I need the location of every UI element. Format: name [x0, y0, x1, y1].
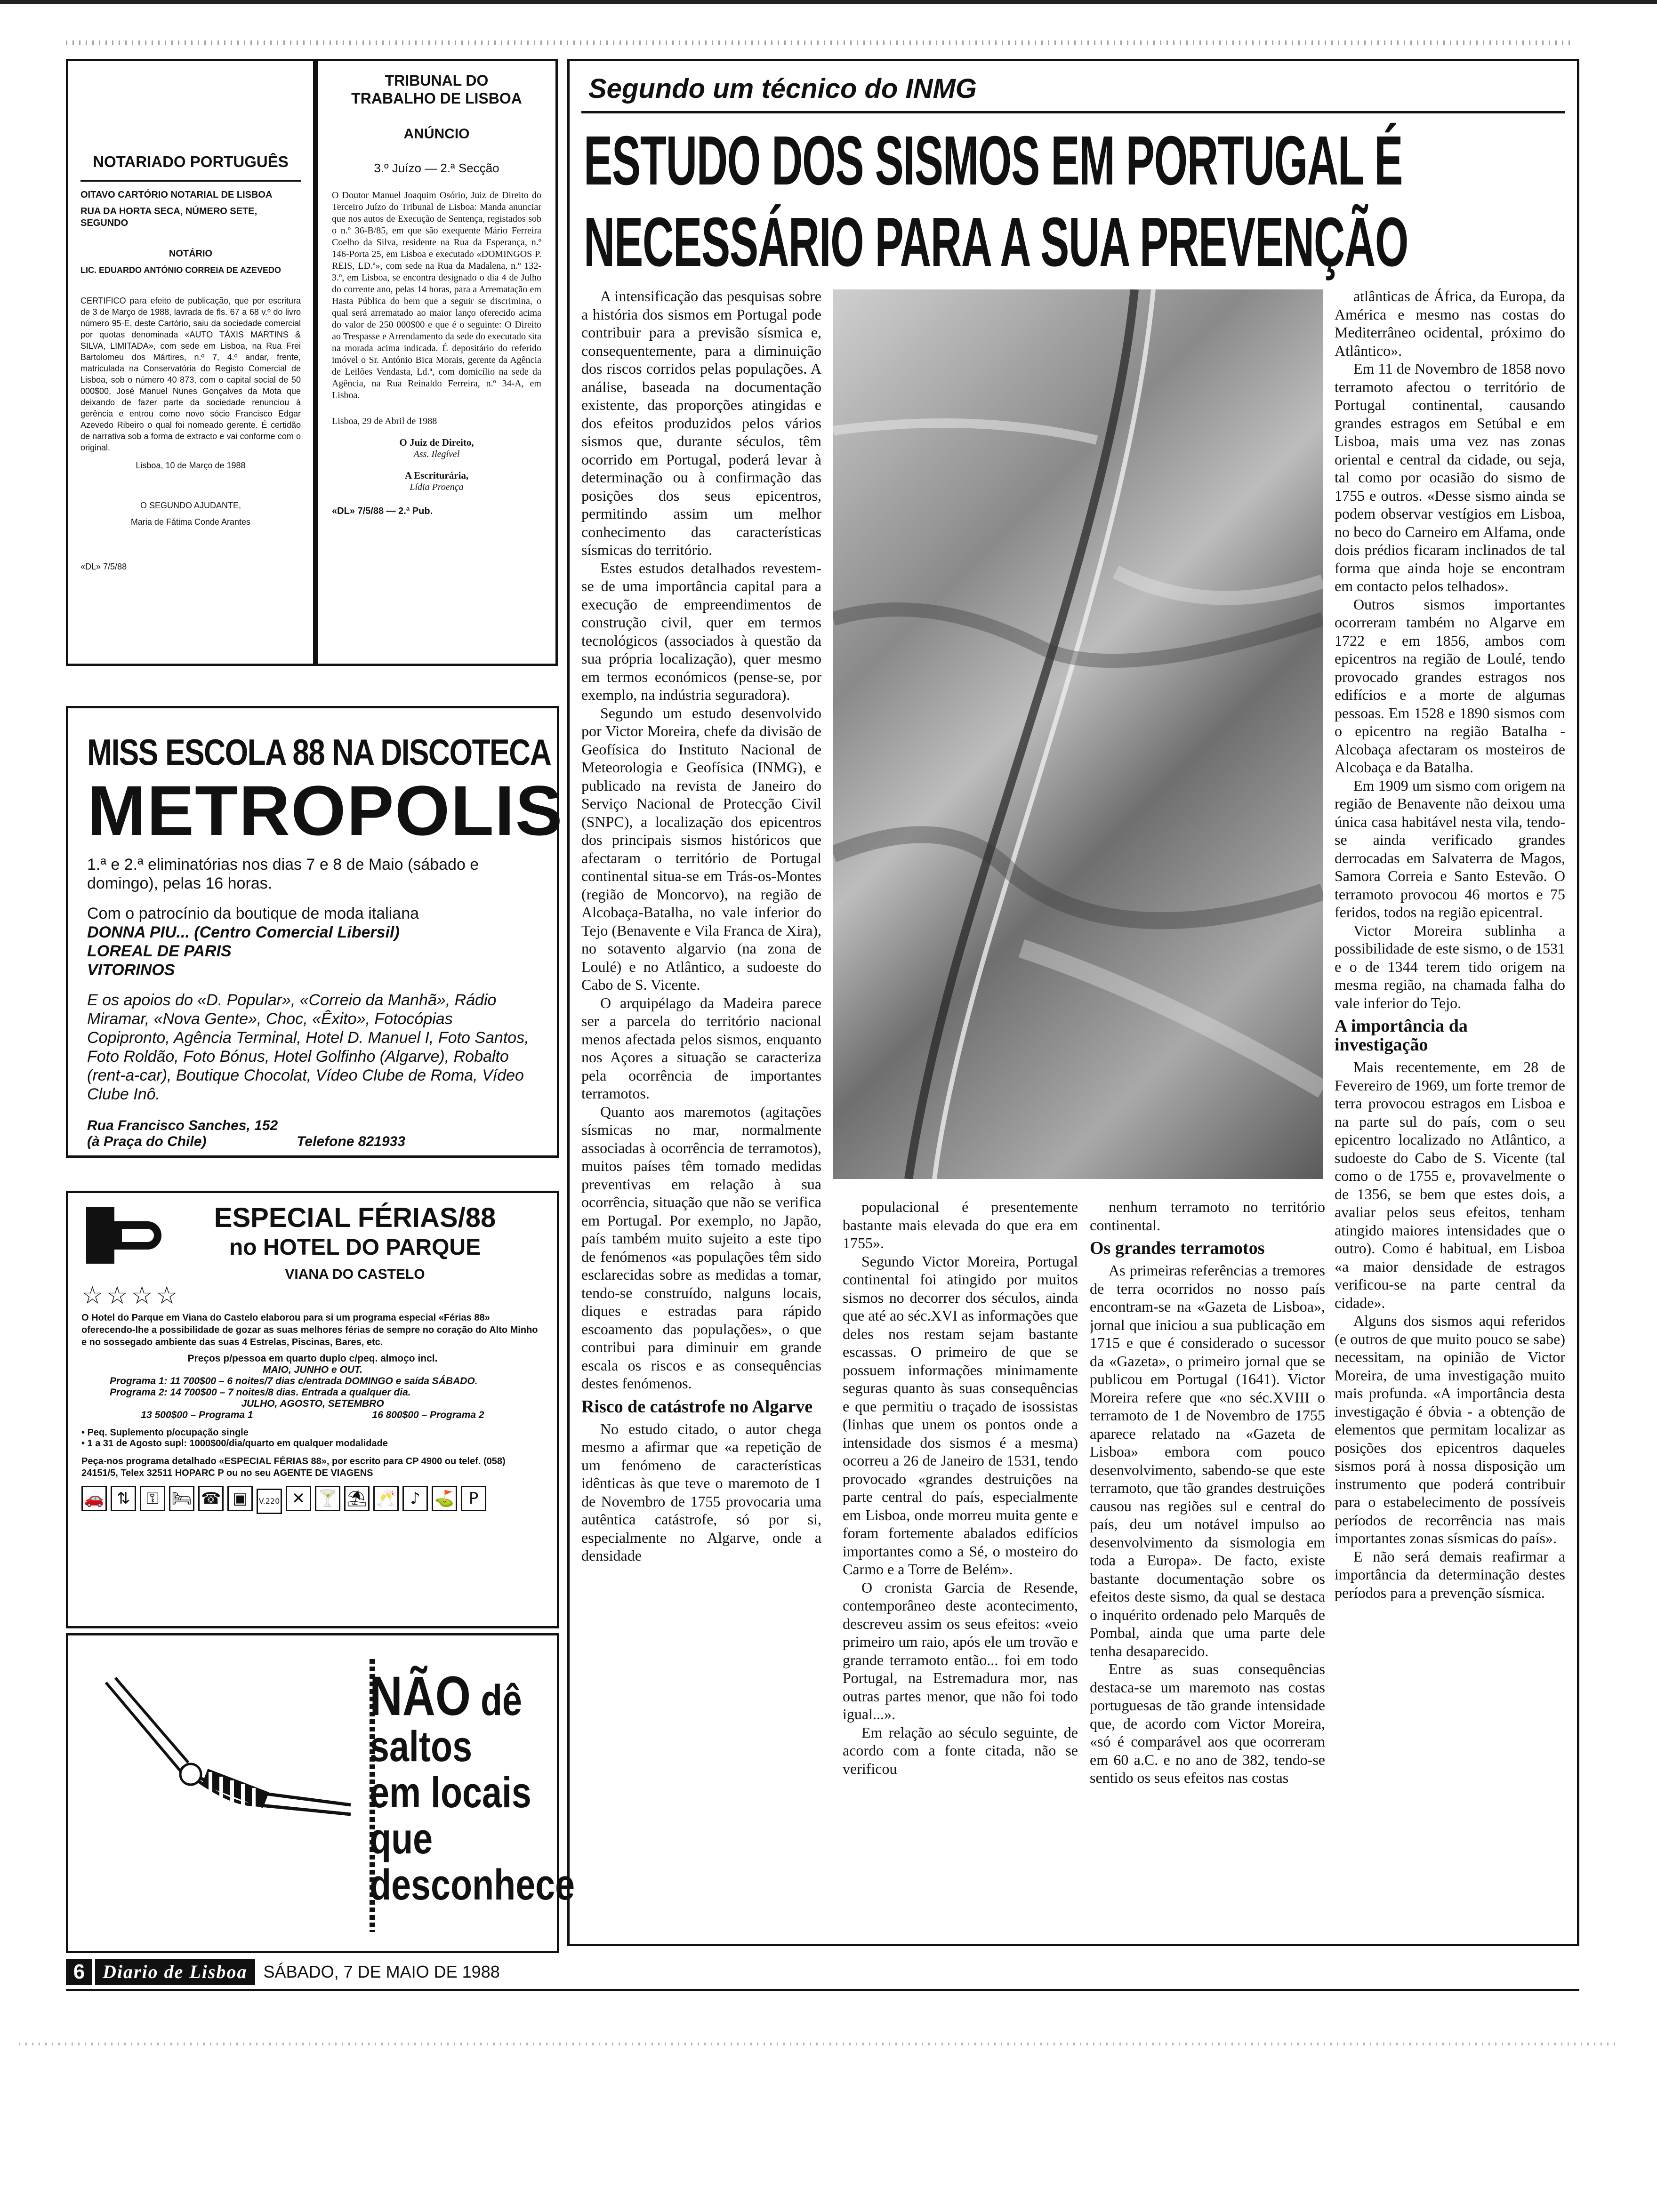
tribunal-section: 3.º Juízo — 2.ª Secção [374, 161, 499, 175]
article-paragraph: Segundo Victor Moreira, Portugal continental foi atingido por muitos sismos no decorrer dos séculos, ainda que até ao séc.XVI as informações que deles nos restam sejam bastante escassas. O primeiro de que se possuem informações minimamente seguras quanto às suas consequências e que permitiu o traçado de isossistas (linhas que unem os pontos onde a intensidade dos sismos é a mesma) ocorreu a 26 de Janeiro de 1531, tendo provocado «grandes destruições na parte central do país, especialmente em Lisboa, onde morreu muita gente e foram fortemente abalados edifícios importantes como a Sé, o mosteiro do Carmo e a Torre de Belém». [843, 1252, 1078, 1578]
article-paragraph: Mais recentemente, em 28 de Fevereiro de 1969, um forte tremor de terra provocou estragos em Lisboa e na parte sul do país, com o seu epicentro localizado no Atlântico, a sudoeste do Cabo de S. Vicente (tal como o de 1755 e, provavelmente o de 1356, se bem que estes dois, a avaliar pelos seus efeitos, tenham atingido maiores intensidades que o outro). Como é habitual, em Lisboa «a maior densidade de estragos verificou-se na parte central da cidade». [1335, 1058, 1565, 1311]
col-3b-paragraphs [1090, 1261, 1325, 1787]
safety-line-2: saltos [370, 1723, 473, 1771]
miss-address: Rua Francisco Sanches, 152 [87, 1118, 278, 1133]
article-paragraph: Entre as suas consequências destaca-se um maremoto nas costas portuguesas de tão grande intensidade que, de acordo com Victor Moreira, «só é comparável aos que ocorreram em 60 a.C. e no ano de 382, tendo-se sentido os seus efeitos nas costas [1090, 1660, 1325, 1786]
hotel-subheadline: no HOTEL DO PARQUE [229, 1235, 481, 1260]
notary-role: NOTÁRIO [169, 248, 213, 259]
headline-line-1: ESTUDO DOS SISMOS EM PORTUGAL É [584, 122, 1403, 200]
miss-dates: 1.ª e 2.ª eliminatórias nos dias 7 e 8 de Maio (sábado e domingo), pelas 16 horas. [87, 856, 479, 892]
article-paragraph: Estes estudos detalhados revestem-se de uma importância capital para a execução de empreendimentos de construção civil, quer em termos tecnológicos (associados à questão da sua própria localização), quer mesmo em termos económicos (pense-se, por exemplo, na indústria seguradora). [581, 559, 821, 703]
hotel-months-2: JULHO, AGOSTO, SETEMBRO [241, 1398, 384, 1409]
article-paragraph: populacional é presentemente bastante mais elevada do que era em 1755». [843, 1198, 1078, 1251]
miss-support: E os apoios do «D. Popular», «Correio da Manhã», Rádio Miramar, «Nova Gente», Choc, «Êxito», Fotocópias Copipronto, Agência Terminal, Hotel D. Manuel I, Foto Santos, Foto Roldão, Foto Bónus, Hotel Golfinho (Algarve), Robalto (rent-a-car), Boutique Chocolat, Vídeo Clube de Roma, Vídeo Clube Inô. [87, 991, 529, 1103]
diver-illustration [87, 1664, 370, 1843]
parking-icon: P [461, 1486, 486, 1511]
pool-icon: ⛱ [344, 1486, 370, 1511]
miss-phone: Telefone 821933 [297, 1134, 405, 1149]
fault-aerial-photo [833, 289, 1323, 1179]
notary-ref: «DL» 7/5/88 [80, 562, 127, 571]
hotel-prices [81, 1410, 544, 1421]
article-paragraph: E não será demais reafirmar a importância da determinação destes períodos para a prevenção sísmica. [1335, 1547, 1565, 1601]
miss-address-2: (à Praça do Chile) [87, 1134, 207, 1149]
tv-icon: ▣ [227, 1486, 253, 1511]
article-paragraph: Em 11 de Novembro de 1858 novo terramoto afectou o território de Portugal continental, causando grandes estragos em Setúbal e em Lisboa, mais uma vez nas zonas oriental e central da cidade, ou seja, tal como por ocasião do sismo de 1755 e outros. «Desse sismo ainda se podem observar vestígios em Lisboa, no beco do Carneiro em Alfama, onde dois prédios ficaram inclinados de tal forma que ainda hoje se encontram em contacto pelos telhados». [1335, 360, 1565, 594]
music-icon: ♪ [402, 1486, 428, 1511]
diving-safety-ad [66, 1633, 575, 1953]
masthead: Diario de Lisboa [95, 1959, 255, 1985]
bed-icon: 🛏 [169, 1486, 194, 1511]
safety-line-5: desconhece [370, 1861, 575, 1909]
bar-icon: 🍸 [315, 1486, 340, 1511]
hotel-city: VIANA DO CASTELO [285, 1266, 425, 1282]
notary-address: RUA DA HORTA SECA, NÚMERO SETE, SEGUNDO [80, 206, 257, 228]
hotel-logo [81, 1202, 166, 1268]
article-paragraph: Segundo um estudo desenvolvido por Victor Moreira, chefe da divisão de Geofísica do Instituto Nacional de Meteorologia e Geofísica (INMG), e publicado na revista de Janeiro do Serviço Nacional de Protecção Civil (SNPC), a localização dos epicentros dos principais sismos históricos que afectaram o território de Portugal continental situa-se em Trás-os-Montes (região de Moncorvo), na região de Alcobaça-Batalha, no vale inferior do Tejo (Benavente e Vila Franca de Xira), no sotavento algarvio (na zona de Loulé) e no Atlântico, a sudoeste do Cabo de S. Vicente. [581, 704, 821, 993]
article-paragraph: atlânticas de África, da Europa, da América e mesmo nas costas do Mediterrâneo ocidental, próximo do Atlântico». [1335, 288, 1565, 359]
page-number: 6 [66, 1959, 92, 1985]
miss-headline: MISS ESCOLA 88 NA DISCOTECA [87, 731, 551, 773]
miss-venue: METROPOLIS [87, 771, 563, 850]
article-col-1 [581, 287, 821, 1934]
miss-sponsor-intro: Com o patrocínio da boutique de moda italiana [87, 905, 419, 922]
tribunal-clerk-role: A Escriturária, [404, 470, 469, 481]
notary-title: NOTARIADO PORTUGUÊS [93, 153, 289, 170]
subhead-importancia: A importância da investigação [1335, 1016, 1468, 1055]
notary-date: Lisboa, 10 de Março de 1988 [136, 461, 246, 470]
miss-escola-ad [66, 706, 563, 1158]
subhead-grandes-terramotos: Os grandes terramotos [1090, 1238, 1265, 1258]
col-2-paragraphs [843, 1198, 1078, 1778]
hotel-prog-2: Programa 2: 14 700$00 – 7 noites/8 dias. Entrada a qualquer dia. [110, 1387, 411, 1398]
hotel-note-1: • Peq. Suplemento p/ocupação single [81, 1427, 249, 1438]
hotel-prices-title: Preços p/pessoa em quarto duplo c/peq. almoço incl. [187, 1353, 438, 1364]
tribunal-body: O Doutor Manuel Joaquim Osório, Juiz de Direito do Terceiro Juízo do Tribunal de Lisboa: Manda anunciar que nos autos de Execução de Sentença, registados sob o n.º 36-B/85, em que são exequente Mário Ferreira Coelho da Silva, residente na Rua da Esperança, n.º 146-Porta 25, em Lisboa e executado «DOMINGOS P. REIS, LD.ª», com sede na Rua da Madalena, n.º 132-3.º, em Lisboa, se encontra designado o dia 4 de Julho do corrente ano, pelas 14 horas, para a Arrematação em Hasta Pública do bem que a seguir se discrimina, o qual será arrematado ao maior lanço oferecido acima do valor de 250 000$00 e que é o seguinte: O Direito ao Trespasse e Arrendamento da sede do executado sita na morada acima indicada. É depositário do referido imóvel o Sr. António Bica Morais, gerente da Agência de Leilões Vendasta, Ld.ª, com domicílio na sede da Agência, na Rua Reinaldo Ferreira, n.º 34-A, em Lisboa. [332, 190, 541, 401]
tribunal-clerk: Lídia Proença [410, 482, 464, 492]
tribunal-date: Lisboa, 29 de Abril de 1988 [332, 416, 437, 426]
article-paragraph: Em relação ao século seguinte, de acordo com a fonte citada, não se verificou [843, 1723, 1078, 1777]
kicker-rule [581, 111, 1565, 113]
golf-icon: ⛳ [432, 1486, 457, 1511]
miss-sponsor-1: DONNA PIU... (Centro Comercial Libersil) [87, 923, 400, 941]
hotel-intro: O Hotel do Parque em Viana do Castelo elaborou para si um programa especial «Férias 88» oferecendo-lhe a possibilidade de gozar as suas melhores férias de sempre no coração do Alto Minho e no sossegado ambiente das suas 4 Estrelas, Piscinas, Bares, etc. [81, 1313, 538, 1347]
article-paragraph: Em 1909 um sismo com origem na região de Benavente não deixou uma única casa habitável nesta vila, tendo-se ainda verificado grandes derrocadas em Salvaterra de Magos, Samora Correia e Santo Estevão. O terramoto provocou 46 mortos e 75 feridos, todos na região epicentral. [1335, 777, 1565, 921]
hotel-note-2: • 1 a 31 de Agosto supl: 1000$00/dia/quarto em qualquer modalidade [81, 1438, 388, 1449]
miss-sponsor-3: VITORINOS [87, 961, 175, 979]
v220-icon: V.220 [257, 1489, 282, 1514]
hotel-months-1: MAIO, JUNHO e OUT. [263, 1364, 362, 1375]
article-paragraph: A intensificação das pesquisas sobre a história dos sismos em Portugal pode contribuir para a previsão sísmica e, consequentemente, para a diminuição dos riscos corridos pelas populações. A análise, baseada na documentação existente, das proporções atingidas e dos efeitos produzidos pelos vários sismos que, durante séculos, têm ocorrido em Portugal, poderá levar à determinação ou à confirmação das posições dos seus epicentros, permitindo assim um melhor conhecimento das características sísmicas do território. [581, 288, 821, 558]
safety-line-1b: dê [480, 1676, 523, 1724]
col-1-paragraphs [581, 287, 821, 1393]
glass-icon: 🥂 [373, 1486, 399, 1511]
divider [80, 180, 301, 182]
article-kicker: Segundo um técnico do INMG [588, 73, 977, 104]
notary-body: CERTIFICO para efeito de publicação, que por escritura de 3 de Março de 1988, lavrada de fls. 67 a 68 v.º do livro número 95-E, deste Cartório, saiu da sociedade comercial por quotas denominada «AUTO TÁXIS MARTINS & SILVA, LIMITADA», com sede em Lisboa, na Rua Frei Bartolomeu dos Mártires, n.º 7, 4.º andar, frente, matriculada na Conservatória do Registo Comercial de Lisboa, sob o número 40 873, com o capital social de 50 000$00, José Manuel Nunes Gonçalves da Mota que deixando de fazer parte da sociedade renunciou à gerência e entrou como novo sócio Francisco Edgar Azevedo Ribeiro o qual foi nomeado gerente. É certidão de narrativa sob a forma de extracto e vai conforme com o original. [80, 296, 301, 452]
subhead-risco: Risco de catástrofe no Algarve [581, 1396, 813, 1417]
tribunal-judge-role: O Juiz de Direito, [399, 437, 474, 448]
article-col-2 [843, 1198, 1078, 1932]
article-paragraph: Outros sismos importantes ocorreram também no Algarve em 1722 e em 1856, ambos com epicentros na região de Loulé, tendo provocado grandes estragos nos edifícios e a morte de algumas pessoas. Em 1528 e 1890 sismos com o epicentro na região Batalha - Alcobaça afectaram os mosteiros de Alcobaça e da Batalha. [1335, 595, 1565, 776]
tribunal-heading: ANÚNCIO [403, 126, 470, 142]
article-paragraph: nenhum terramoto no território continental. [1090, 1198, 1325, 1234]
safety-line-4: que [370, 1815, 433, 1863]
key-icon: ⚿ [140, 1486, 165, 1511]
hotel-prog-1: Programa 1: 11 700$00 – 6 noites/7 dias c/entrada DOMINGO e saída SÁBADO. [110, 1376, 478, 1387]
tribunal-ref: «DL» 7/5/88 — 2.ª Pub. [332, 506, 433, 516]
footer [66, 1958, 654, 1986]
tribunal-notice [315, 59, 558, 666]
hotel-header [81, 1202, 544, 1282]
headline-line-2: NECESSÁRIO PARA A SUA PREVENÇÃO [584, 203, 1408, 281]
article-paragraph: As primeiras referências a tremores de terra ocorridos no nosso país encontram-se na «Gazeta de Lisboa», jornal que iniciou a sua publicação em 1715 e que é considerado o sucessor da «Gazeta», o primeiro jornal que se publicou em Portugal (1641). Victor Moreira refere que «no séc.XVIII o terramoto de 1 de Novembro de 1755 aparece relatado na «Gazeta de Lisboa» embora com pouco desenvolvimento, sabendo-se que este terramoto, que tão grandes destruições causou nas regiões sul e central do país, deu um notável impulso ao desenvolvimento da sismologia em toda a Europa». De facto, existe bastante documentação sobre os efeitos deste sismo, da qual se destaca o inquérito ordenado pelo Marquês de Pombal, ainda que uma parte dele tenha desaparecido. [1090, 1262, 1325, 1659]
notary-notice [66, 59, 315, 666]
tribunal-judge: Ass. Ilegível [413, 449, 460, 459]
safety-line-3: em locais [370, 1769, 531, 1817]
hotel-stars: ☆☆☆☆ [81, 1282, 181, 1309]
restaurant-icon: ✕ [286, 1486, 311, 1511]
safety-line-1: NÃO [370, 1665, 471, 1727]
footer-date: SÁBADO, 7 DE MAIO DE 1988 [263, 1962, 500, 1981]
hotel-contact: Peça-nos programa detalhado «ESPECIAL FÉRIAS 88», por escrito para CP 4900 ou telef. (058) 24151/5, Telex 32511 HOPARC P ou no seu AGENTE DE VIAGENS [81, 1456, 506, 1478]
safety-text [370, 1665, 575, 1909]
col-3-paragraphs [1090, 1198, 1325, 1234]
article-paragraph: O arquipélago da Madeira parece ser a parcela do território nacional menos afectada pelos sismos, enquanto nos Açores a situação se caracteriza pela ocorrência de importantes terramotos. [581, 994, 821, 1102]
hotel-amenity-icons [81, 1486, 544, 1514]
col-4-paragraphs [1335, 287, 1565, 1012]
miss-sponsor-2: LOREAL DE PARIS [87, 942, 232, 960]
notary-signer-role: O SEGUNDO AJUDANTE, [140, 501, 241, 510]
article-paragraph: Quanto aos maremotos (agitações sísmicas no mar, normalmente associadas à ocorrência de terramotos), muitos países têm tomado medidas preventivas em relação à sua ocorrência, situação que não se verifica em Portugal. Por exemplo, no Japão, país também muito sujeito a este tipo de fenómenos «as populações têm sido esclarecidas sobre as medidas a tomar, tendo-se construído, nalguns locais, diques e estradas para rápido escoamento das populações», o que contribui para diminuir em grande escala os riscos e as consequências destes fenómenos. [581, 1103, 821, 1392]
phone-icon: ☎ [198, 1486, 224, 1511]
article-paragraph: Alguns dos sismos aqui referidos (e outros de que muito pouco se sabe) necessitam, na opinião de Victor Moreira, de uma investigação muito mais profunda. «A importância desta investigação é óbvia - a obtenção de elementos que permitam localizar as posições dos epicentros daqueles sismos porá à nossa disposição um instrumento que poderá contribuir para o estabelecimento de possíveis períodos de recorrência nas mais importantes zonas sísmicas do país». [1335, 1312, 1565, 1547]
article-paragraph: No estudo citado, o autor chega mesmo a afirmar que «a repetição de um fenómeno de características idênticas às que teve o maremoto de 1 de Novembro de 1755 provocaria uma autêntica catástrofe, só por si, especialmente no Algarve, onde a densidade [581, 1420, 821, 1564]
hotel-headline: ESPECIAL FÉRIAS/88 [214, 1202, 496, 1233]
notary-name: LIC. EDUARDO ANTÓNIO CORREIA DE AZEVEDO [80, 265, 282, 275]
notary-office: OITAVO CARTÓRIO NOTARIAL DE LISBOA [80, 190, 273, 200]
article-col-4 [1335, 287, 1565, 1934]
tribunal-title: TRIBUNAL DO TRABALHO DE LISBOA [351, 72, 522, 107]
miss-contact [87, 1118, 538, 1150]
article-col-3 [1090, 1198, 1325, 1932]
notary-signer: Maria de Fátima Conde Arantes [130, 517, 251, 527]
scan-noise-top [66, 40, 1572, 45]
top-rule [0, 0, 1657, 4]
hotel-price-1: 13 500$00 – Programa 1 [141, 1410, 253, 1420]
hotel-price-2: 16 800$00 – Programa 2 [372, 1410, 484, 1420]
col-4b-paragraphs [1335, 1058, 1565, 1602]
hotel-ad [66, 1191, 559, 1628]
article-paragraph: Victor Moreira sublinha a possibilidade de este sismo, o de 1531 e o de 1344 terem tido origem na mesma região, na chamada falha do vale inferior do Tejo. [1335, 922, 1565, 1011]
scan-noise-bottom [19, 2043, 1619, 2045]
car-icon: 🚗 [81, 1486, 107, 1511]
article-paragraph: O cronista Garcia de Resende, contemporâneo deste acontecimento, descreveu assim os seus efeitos: «veio primeiro um raio, após ele um trovão e grande terramoto então... foi em todo Portugal, na Estremadura mor, nas outras partes menor, que não foi todo igual...». [843, 1579, 1078, 1723]
lift-icon: ⇅ [111, 1486, 136, 1511]
footer-rule [66, 1989, 1579, 1991]
col-1b-paragraphs [581, 1420, 821, 1565]
